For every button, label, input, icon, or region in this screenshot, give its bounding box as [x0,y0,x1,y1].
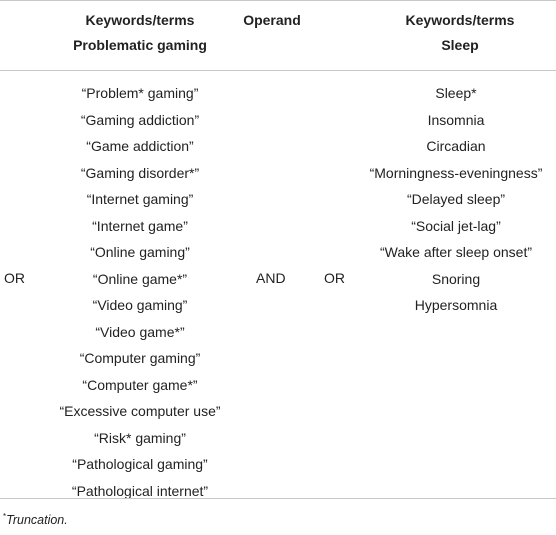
gaming-term-item: “Gaming addiction” [80,111,200,128]
gaming-term-item: “Computer game*” [82,376,198,393]
gaming-term-item: “Gaming disorder*” [80,164,200,181]
header-gaming-line1: Keywords/terms [85,12,195,28]
gaming-term-item: “Pathological internet” [71,482,209,499]
header-operand: Operand [243,12,301,28]
gaming-term-item: “Internet gaming” [86,191,194,207]
operator-or-right: OR [324,270,345,286]
gaming-terms-list [20,80,260,504]
gaming-term-item: “Risk* gaming” [94,429,186,446]
gaming-term-item: “Computer gaming” [79,350,201,366]
sleep-term-item: “Wake after sleep onset” [380,244,532,260]
sleep-terms-list [356,80,556,319]
sleep-term-item: “Social jet-lag” [411,217,501,234]
table-header [0,0,556,66]
operator-or-left: OR [4,270,25,286]
header-gaming-keywords [40,8,240,58]
gaming-term-item: “Internet game” [92,217,188,234]
header-sleep-line2: Sleep [441,37,479,53]
gaming-term-item: “Video game*” [95,323,185,340]
gaming-term-item: “Video gaming” [92,297,188,313]
gaming-term-item: “Online gaming” [90,244,190,260]
operator-and: AND [256,270,286,286]
gaming-term-item: “Problem* gaming” [81,85,199,101]
gaming-term-item: “Excessive computer use” [59,403,221,419]
sleep-term-item: “Delayed sleep” [406,191,506,207]
sleep-term-item: Circadian [426,138,486,154]
header-sleep-line1: Keywords/terms [405,12,515,28]
gaming-term-item: “Pathological gaming” [72,456,208,472]
footnote-text: Truncation. [6,513,68,528]
footnote [3,508,68,529]
bottom-rule [0,498,556,499]
sleep-term-item: Insomnia [427,111,485,128]
footnote-mark: * [3,512,7,521]
header-sleep-keywords [360,8,556,58]
sleep-term-item: Hypersomnia [414,297,498,313]
header-rule [0,70,556,71]
sleep-term-item: Snoring [431,270,481,287]
gaming-term-item: “Game addiction” [86,138,194,154]
sleep-term-item: “Morningness-eveningness” [369,164,543,181]
sleep-term-item: Sleep* [435,85,477,101]
gaming-term-item: “Online game*” [92,270,188,287]
header-gaming-line2: Problematic gaming [73,37,207,53]
